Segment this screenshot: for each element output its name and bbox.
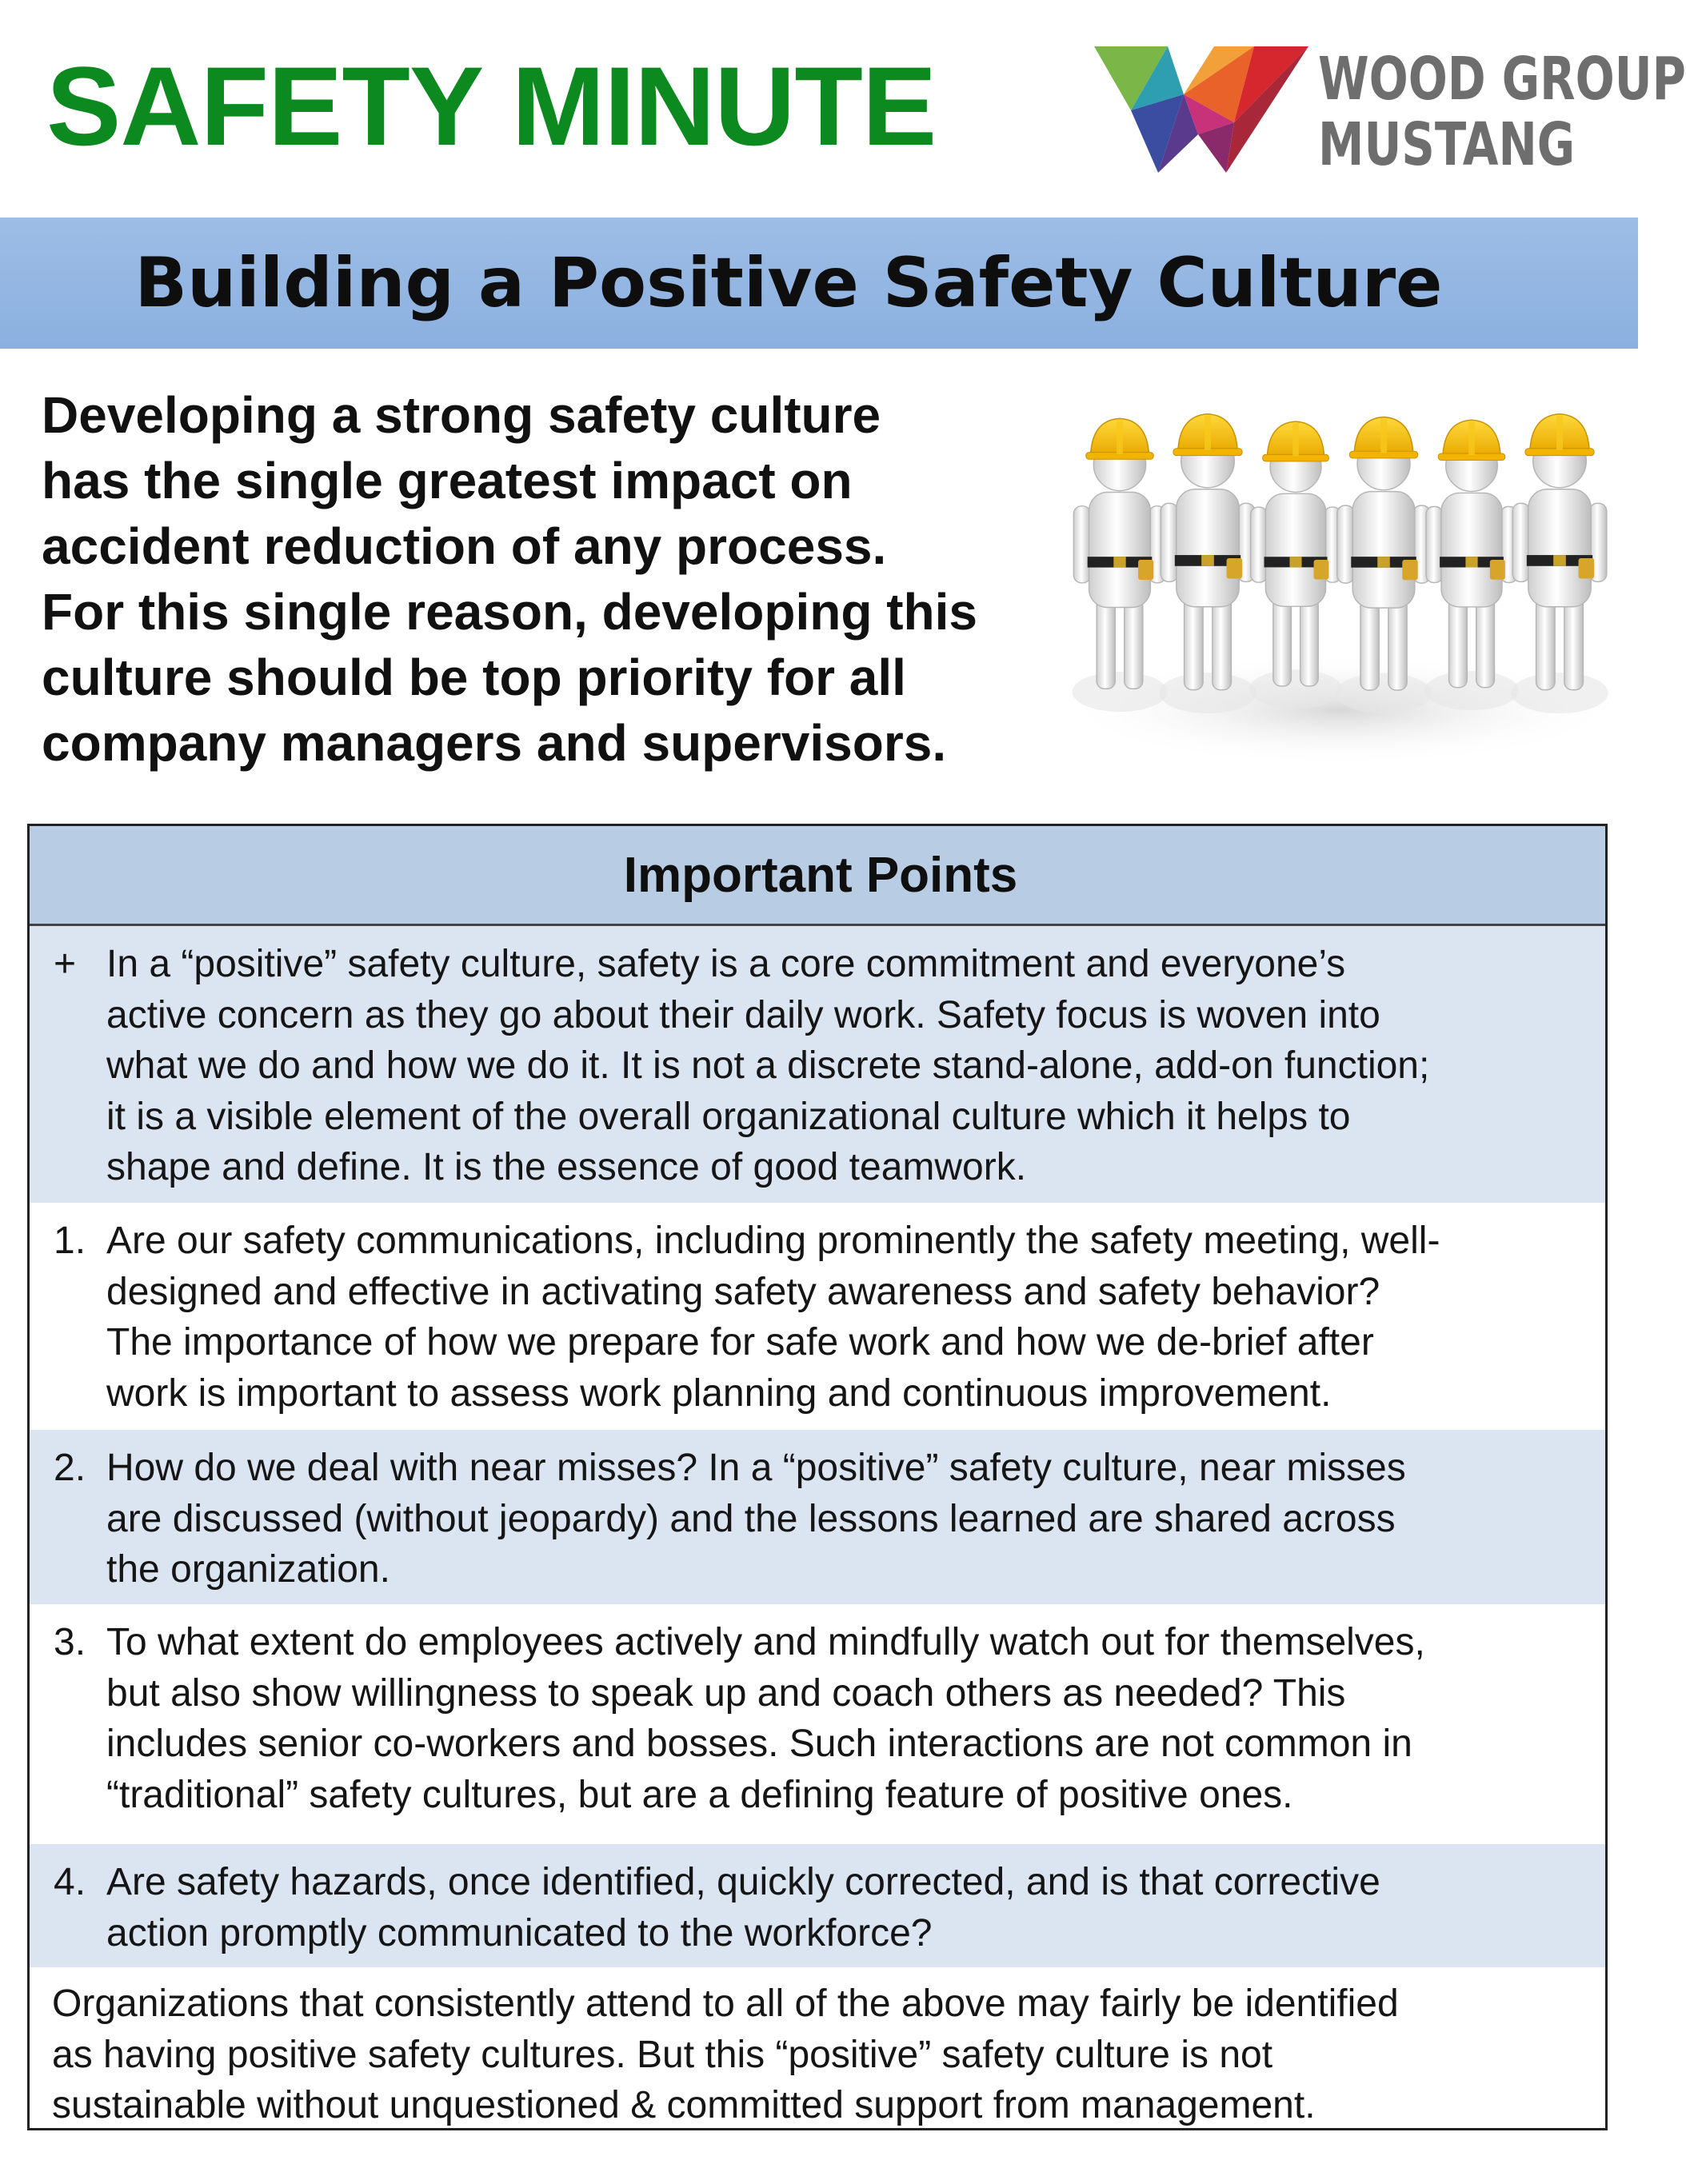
closing-line: as having positive safety cultures. But this “positive” safety culture is not (52, 2033, 1273, 2076)
intro-line: For this single reason, developing this (42, 583, 977, 641)
intro-line: has the single greatest impact on (42, 452, 853, 509)
wood-group-logo-mark-icon (1094, 46, 1310, 174)
intro-line: company managers and supervisors. (42, 714, 947, 772)
logo-line-1: WOOD GROUP (1318, 45, 1686, 114)
plus-bullet-icon: + (54, 943, 77, 985)
logo-text (1318, 46, 1686, 178)
intro-line: Developing a strong safety culture (42, 386, 881, 444)
page-title: SAFETY MINUTE (46, 43, 937, 169)
item-line: it is a visible element of the overall organizational culture which it helps to (106, 1095, 1351, 1138)
closing-line: Organizations that consistently attend to all of the above may fairly be identified (52, 1982, 1399, 2025)
list-item (30, 1203, 1605, 1430)
item-line: To what extent do employees actively and mindfully watch out for themselves, (106, 1621, 1425, 1663)
list-item (30, 1844, 1605, 1967)
item-line: work is important to assess work planning and continuous improvement. (106, 1371, 1332, 1415)
intro-paragraph (42, 382, 1065, 776)
item-number: 2. (54, 1447, 86, 1489)
subtitle: Building a Positive Safety Culture (134, 243, 1443, 323)
list-item (30, 926, 1605, 1203)
closing-paragraph (30, 1967, 1605, 2131)
item-line: designed and effective in activating safety awareness and safety behavior? (106, 1270, 1380, 1313)
item-line: Are our safety communications, including prominently the safety meeting, well- (106, 1220, 1440, 1262)
item-line: action promptly communicated to the workforce? (106, 1911, 933, 1954)
important-points-header (30, 826, 1605, 926)
item-number: 4. (54, 1861, 86, 1903)
item-line: Are safety hazards, once identified, quickly corrected, and is that corrective (106, 1861, 1380, 1903)
list-item (30, 1430, 1605, 1604)
intro-line: culture should be top priority for all (42, 649, 906, 706)
item-line: but also show willingness to speak up and coach others as needed? This (106, 1671, 1346, 1715)
item-line: How do we deal with near misses? In a “positive” safety culture, near misses (106, 1447, 1406, 1489)
intro-line: accident reduction of any process. (42, 517, 887, 575)
item-line: The importance of how we prepare for safe work and how we de-brief after (106, 1321, 1374, 1364)
hardhat-workers-figures-icon (1056, 406, 1625, 774)
item-line: “traditional” safety cultures, but are a defining feature of positive ones. (106, 1773, 1293, 1816)
item-line: shape and define. It is the essence of good teamwork. (106, 1146, 1027, 1188)
item-number: 3. (54, 1621, 86, 1663)
item-line: includes senior co-workers and bosses. Such interactions are not common in (106, 1723, 1412, 1765)
item-line: the organization. (106, 1548, 390, 1591)
important-points-box (27, 824, 1608, 2130)
important-points-title: Important Points (623, 847, 1018, 903)
item-line: active concern as they go about their daily work. Safety focus is woven into (106, 993, 1380, 1036)
closing-line: sustainable without unquestioned & committed support from management. (52, 2084, 1316, 2126)
item-line: are discussed (without jeopardy) and the lessons learned are shared across (106, 1497, 1396, 1540)
subtitle-band (0, 218, 1638, 349)
item-line: In a “positive” safety culture, safety is a core commitment and everyone’s (106, 943, 1346, 985)
item-line: what we do and how we do it. It is not a discrete stand-alone, add-on function; (106, 1044, 1430, 1087)
company-logo (1094, 45, 1686, 182)
logo-line-2: MUSTANG (1318, 110, 1576, 179)
list-item (30, 1604, 1605, 1844)
item-number: 1. (54, 1220, 86, 1262)
